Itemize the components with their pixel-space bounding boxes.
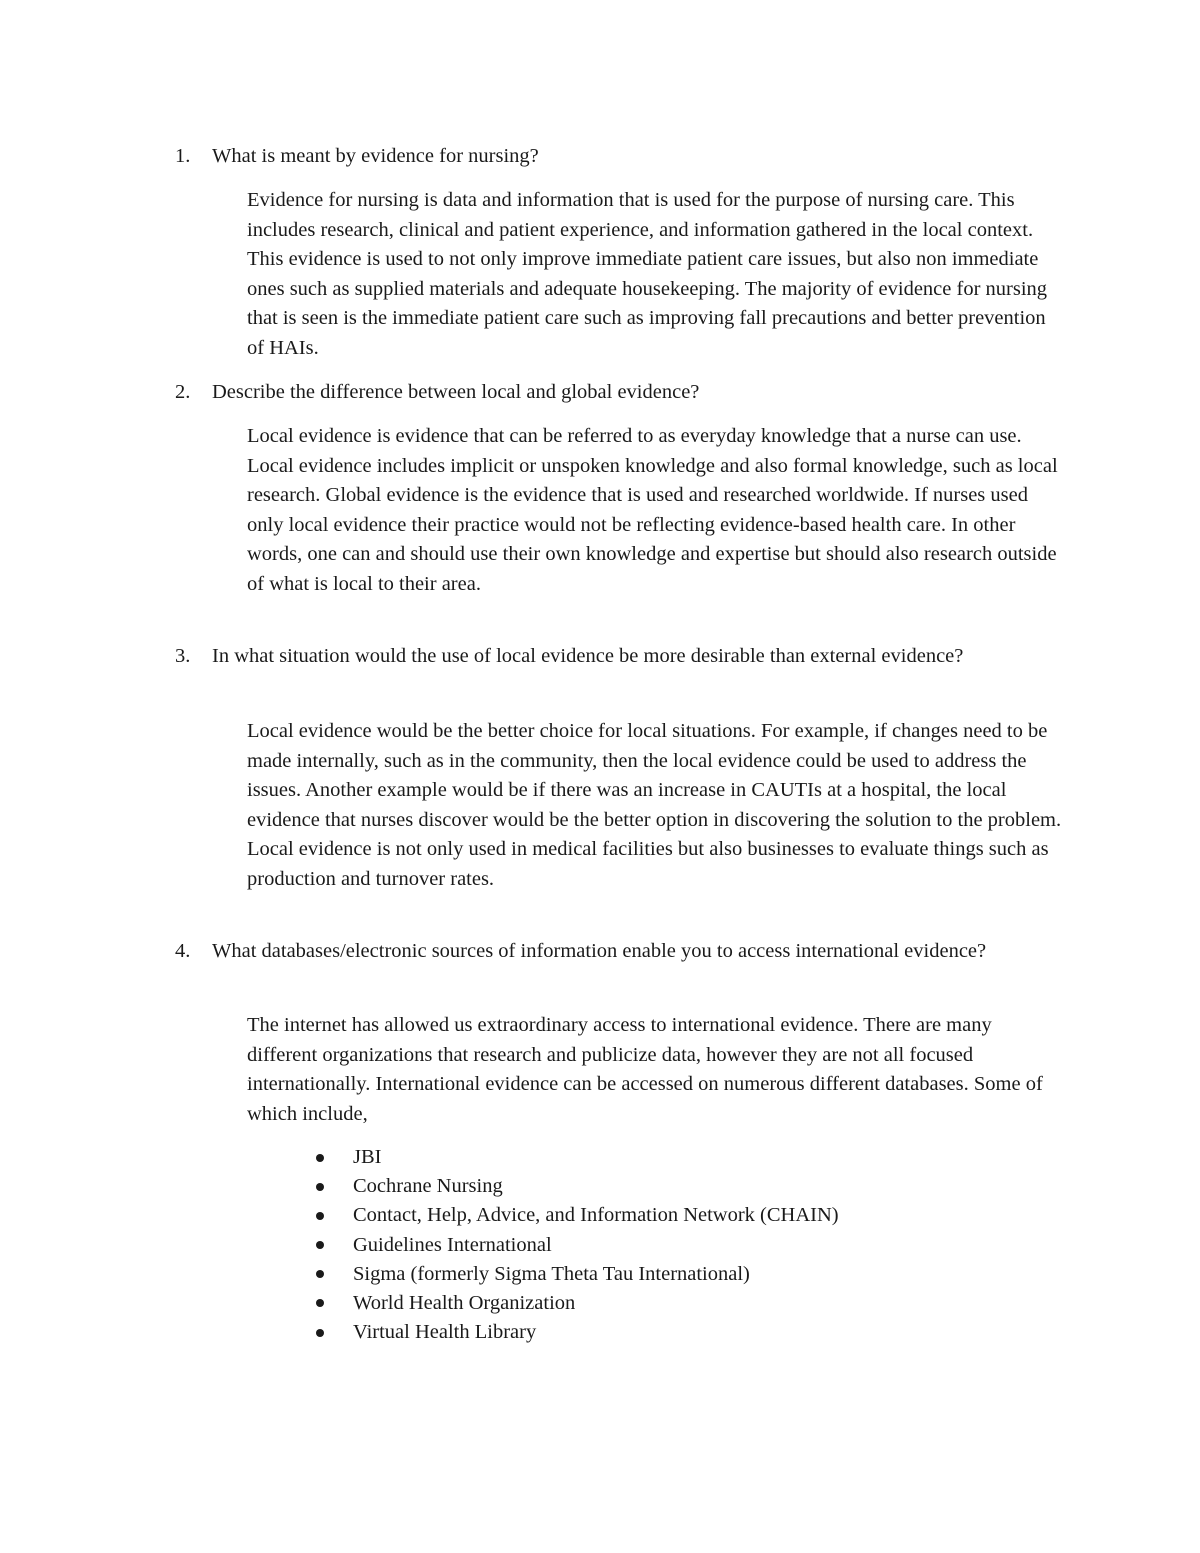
answer-2: Local evidence is evidence that can be referred to as everyday knowledge that a nurse can use. Local evidence includes implicit or unspoken knowledge and also formal knowledge, such as local research. Global evidence is the evidence that is used and researched worldwide. If nurses used only local evidence their practice would not be reflecting evidence-based health care. In other words, one can and should use their own knowledge and expertise but should also research outside of what is local to their area. [247,425,1058,595]
question-4 [0,937,1200,967]
bullet-icon [316,1270,324,1278]
answer-4: The internet has allowed us extraordinary access to international evidence. There are many different organizations that research and publicize data, however they are not all focused internationally. International evidence can be accessed on numerous different databases. Some of which include, [247,1014,1043,1125]
list-item [0,1201,1200,1230]
question-number: 3. [175,645,191,667]
bullet-icon [316,1154,324,1162]
database-name: Cochrane Nursing [353,1175,503,1198]
database-name: Sigma (formerly Sigma Theta Tau International) [353,1262,750,1285]
question-3 [0,642,1200,672]
question-text: What databases/electronic sources of information enable you to access international evidence? [212,940,987,962]
answer-3: Local evidence would be the better choice for local situations. For example, if changes need to be made internally, such as in the community, then the local evidence could be used to address the issues. Another example would be if there was an increase in CAUTIs at a hospital, the local evidence that nurses discover would be the better option in discovering the solution to the problem. Local evidence is not only used in medical facilities but also businesses to evaluate things such as production and turnover rates. [247,720,1062,890]
list-item [0,1318,1200,1347]
database-name: JBI [353,1146,382,1168]
question-1 [0,142,1200,172]
database-name: Guidelines International [353,1233,552,1256]
database-name: World Health Organization [353,1291,576,1314]
bullet-icon [316,1183,324,1191]
question-number: 4. [175,940,191,962]
question-text: Describe the difference between local and global evidence? [212,381,700,403]
bullet-icon [316,1299,324,1307]
answer-1: Evidence for nursing is data and information that is used for the purpose of nursing care. This includes research, clinical and patient experience, and information gathered in the local context. This evidence is used to not only improve immediate patient care issues, but also non immediate ones such as supplied materials and adequate housekeeping. The majority of evidence for nursing that is seen is the immediate patient care such as improving fall precautions and better prevention of HAIs. [247,189,1048,359]
list-item [0,1289,1200,1318]
database-list [0,1143,1200,1347]
list-item [0,1143,1200,1172]
list-item [0,1172,1200,1201]
database-name: Contact, Help, Advice, and Information Network (CHAIN) [353,1204,839,1227]
question-text: What is meant by evidence for nursing? [212,145,539,167]
question-number: 2. [175,381,191,403]
question-text: In what situation would the use of local evidence be more desirable than external evidence? [212,645,964,667]
question-2 [0,378,1200,408]
list-item [0,1260,1200,1289]
bullet-icon [316,1212,324,1220]
bullet-icon [316,1329,324,1337]
bullet-icon [316,1241,324,1249]
database-name: Virtual Health Library [353,1321,537,1344]
question-number: 1. [175,145,191,167]
list-item [0,1231,1200,1260]
